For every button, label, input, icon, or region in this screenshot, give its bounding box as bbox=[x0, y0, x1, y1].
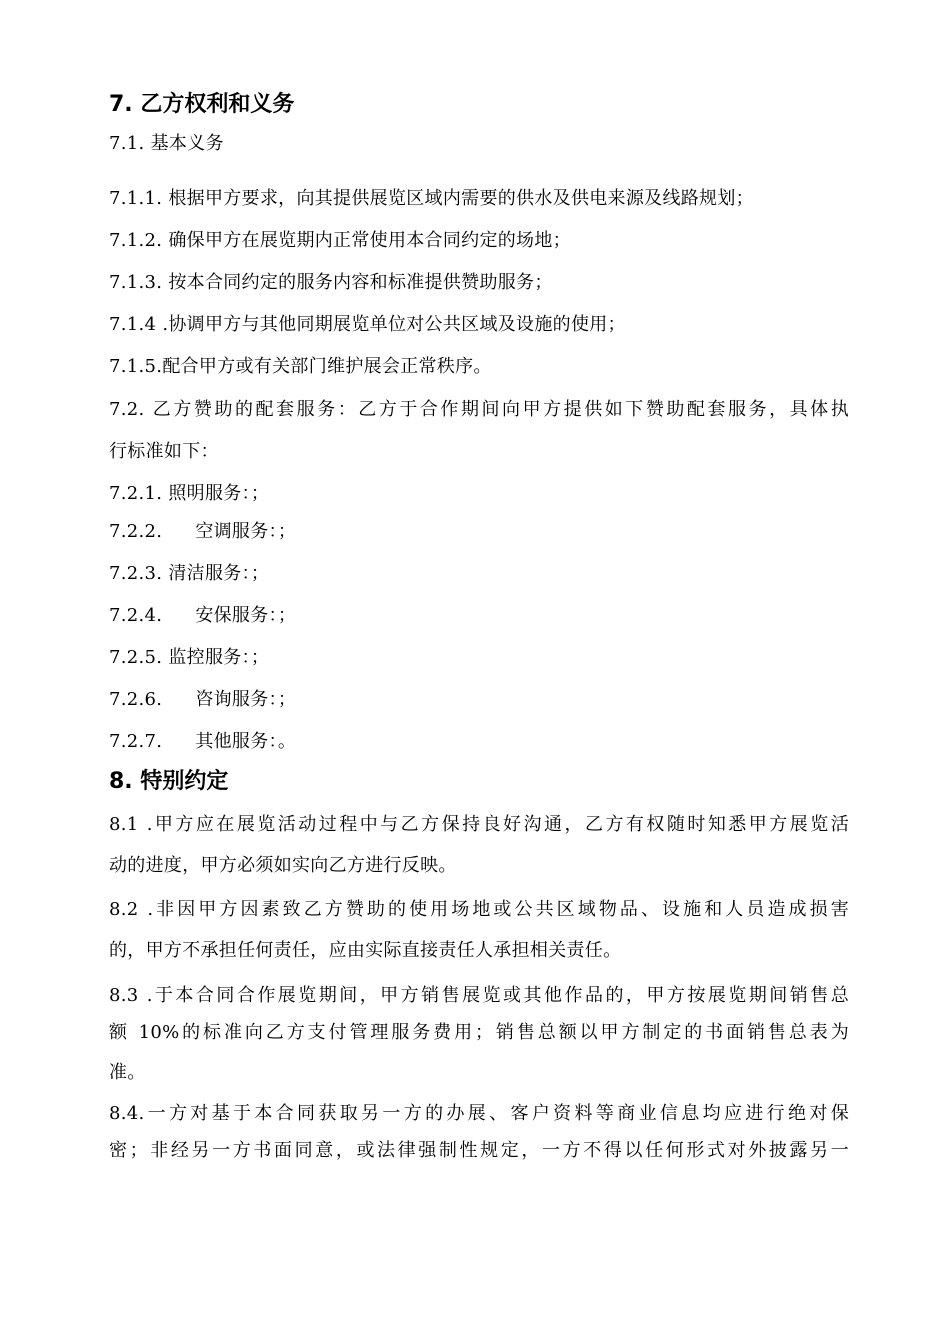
clause-number: 7.2.2. bbox=[109, 521, 163, 542]
clause-text: 安保服务：； bbox=[195, 605, 297, 626]
clause-7-2-7 bbox=[109, 729, 849, 755]
clause-7-1: 7.1. 基本义务 bbox=[109, 133, 224, 154]
clause-7-2-4 bbox=[109, 603, 849, 629]
clause-7-1-3: 7.1.3. 按本合同约定的服务内容和标准提供赞助服务； bbox=[109, 272, 553, 293]
clause-7-1-4: 7.1.4 .协调甲方与其他同期展览单位对公共区域及设施的使用； bbox=[109, 314, 626, 335]
clause-7-2-line1: 7.2. 乙方赞助的配套服务：乙方于合作期间向甲方提供如下赞助配套服务，具体执 bbox=[109, 399, 849, 420]
clause-7-2-2 bbox=[109, 519, 849, 545]
clause-8-2-line1: 8.2 .非因甲方因素致乙方赞助的使用场地或公共区域物品、设施和人员造成损害 bbox=[109, 899, 849, 920]
clause-number: 7.2.7. bbox=[109, 731, 163, 752]
clause-7-1-2: 7.1.2. 确保甲方在展览期内正常使用本合同约定的场地； bbox=[109, 230, 571, 251]
clause-7-2-5: 7.2.5. 监控服务：； bbox=[109, 647, 270, 668]
clause-7-2-line2: 行标准如下： bbox=[109, 441, 219, 462]
clause-7-1-1: 7.1.1. 根据甲方要求，向其提供展览区域内需要的供水及供电来源及线路规划； bbox=[109, 188, 754, 209]
clause-text: 空调服务：； bbox=[195, 521, 297, 542]
clause-8-3-line1: 8.3 .于本合同合作展览期间，甲方销售展览或其他作品的，甲方按展览期间销售总 bbox=[109, 985, 849, 1006]
clause-7-1-5: 7.1.5.配合甲方或有关部门维护展会正常秩序。 bbox=[109, 356, 492, 377]
clause-text: 咨询服务：； bbox=[195, 689, 297, 710]
clause-8-3-line3: 准。 bbox=[109, 1062, 146, 1083]
clause-7-2-3: 7.2.3. 清洁服务：； bbox=[109, 563, 270, 584]
clause-number: 7.2.6. bbox=[109, 689, 163, 710]
clause-number: 7.2.4. bbox=[109, 605, 163, 626]
section-7-heading: 7. 乙方权利和义务 bbox=[109, 92, 295, 117]
clause-text: 其他服务：。 bbox=[195, 731, 297, 752]
clause-8-3-line2: 额 10%的标准向乙方支付管理服务费用；销售总额以甲方制定的书面销售总表为 bbox=[109, 1022, 849, 1043]
clause-8-1-line1: 8.1 .甲方应在展览活动过程中与乙方保持良好沟通，乙方有权随时知悉甲方展览活 bbox=[109, 814, 849, 835]
clause-8-4-line1: 8.4.一方对基于本合同获取另一方的办展、客户资料等商业信息均应进行绝对保 bbox=[109, 1103, 849, 1124]
clause-7-2-1: 7.2.1. 照明服务：； bbox=[109, 483, 270, 504]
clause-7-2-6 bbox=[109, 687, 849, 713]
clause-8-2-line2: 的，甲方不承担任何责任，应由实际直接责任人承担相关责任。 bbox=[109, 940, 622, 961]
section-8-heading: 8. 特别约定 bbox=[109, 769, 229, 794]
clause-8-1-line2: 动的进度，甲方必须如实向乙方进行反映。 bbox=[109, 855, 457, 876]
clause-8-4-line2: 密；非经另一方书面同意，或法律强制性规定，一方不得以任何形式对外披露另一 bbox=[109, 1140, 849, 1161]
